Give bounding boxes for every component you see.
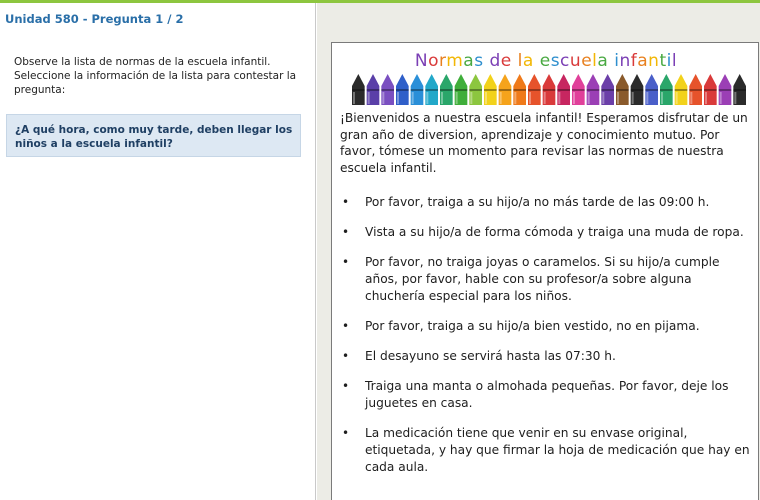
bullet-icon: •	[342, 379, 350, 393]
rule-item[interactable]	[340, 254, 752, 305]
crayon-banner-image	[351, 74, 747, 105]
rules-document[interactable]	[331, 42, 759, 500]
crayon	[352, 74, 365, 105]
rule-item[interactable]	[340, 318, 752, 335]
bullet-icon: •	[342, 195, 350, 209]
rule-text: Por favor, traiga a su hijo/a bien vestido, no en pijama.	[365, 319, 700, 333]
rule-item[interactable]	[340, 194, 752, 211]
title-letter: s	[474, 51, 484, 71]
crayon	[557, 74, 570, 105]
title-letter: o	[428, 51, 440, 71]
crayon	[675, 74, 688, 105]
crayon	[704, 74, 717, 105]
title-letter: a	[463, 51, 475, 71]
crayon	[513, 74, 526, 105]
crayon	[660, 74, 673, 105]
question-text: ¿A qué hora, como muy tarde, deben llegar los niños a la escuela infantil?	[15, 124, 293, 150]
title-letter: s	[550, 51, 561, 71]
crayon	[367, 74, 380, 105]
crayon	[587, 74, 600, 105]
crayon	[411, 74, 424, 105]
crayon	[645, 74, 658, 105]
crayon	[484, 74, 497, 105]
title-letter: N	[414, 51, 429, 71]
crayon	[455, 74, 468, 105]
rule-text: El desayuno se servirá hasta las 07:30 h.	[365, 349, 616, 363]
bullet-icon: •	[342, 319, 350, 333]
title-letter: n	[619, 51, 631, 71]
crayon	[440, 74, 453, 105]
title-letter: i	[666, 51, 672, 71]
title-letter: l	[592, 51, 598, 71]
question-panel	[0, 3, 316, 500]
crayon	[528, 74, 541, 105]
crayon	[396, 74, 409, 105]
rule-text: Por favor, traiga a su hijo/a no más tarde de las 09:00 h.	[365, 195, 710, 209]
title-letter: t	[659, 51, 667, 71]
crayon	[616, 74, 629, 105]
title-letter: a	[522, 51, 534, 71]
unit-title: Unidad 580 - Pregunta 1 / 2	[5, 12, 184, 26]
title-letter: e	[539, 51, 551, 71]
rule-item[interactable]	[340, 348, 752, 365]
rule-item[interactable]	[340, 425, 752, 476]
bullet-icon: •	[342, 255, 350, 269]
crayon	[572, 74, 585, 105]
bullet-icon: •	[342, 349, 350, 363]
title-letter: a	[637, 51, 649, 71]
bullet-icon: •	[342, 426, 350, 440]
title-letter: c	[560, 51, 570, 71]
crayon	[719, 74, 732, 105]
crayon	[381, 74, 394, 105]
rule-text: Por favor, no traiga joyas o caramelos. Si su hijo/a cumple años, por favor, hable con su profesor/a sobre alguna chuchería especial para los niños.	[365, 255, 720, 303]
title-letter: e	[581, 51, 593, 71]
document-intro[interactable]: ¡Bienvenidos a nuestra escuela infantil! Esperamos disfrutar de un gran año de diversion, aprendizaje y conocimiento mutuo. Por favor, tómese un momento para revisar las normas de nuestra escuela infantil.	[340, 111, 748, 175]
crayon	[469, 74, 482, 105]
crayon	[631, 74, 644, 105]
title-letter: d	[489, 51, 501, 71]
document-title	[332, 51, 759, 71]
title-letter: a	[597, 51, 609, 71]
title-letter: n	[648, 51, 660, 71]
crayon	[733, 74, 746, 105]
document-panel[interactable]	[317, 3, 760, 500]
question-box[interactable]	[6, 114, 301, 157]
rule-text: Vista a su hijo/a de forma cómoda y traiga una muda de ropa.	[365, 225, 744, 239]
crayon	[689, 74, 702, 105]
title-letter: l	[517, 51, 523, 71]
title-letter: i	[614, 51, 620, 71]
rule-item[interactable]	[340, 224, 752, 241]
bullet-icon: •	[342, 225, 350, 239]
rule-item[interactable]	[340, 378, 752, 412]
title-letter: m	[446, 51, 464, 71]
rules-list	[340, 194, 752, 489]
crayon	[499, 74, 512, 105]
instructions-text: Observe la lista de normas de la escuela infantil. Seleccione la información de la lista para contestar la pregunta:	[14, 56, 297, 96]
crayon	[601, 74, 614, 105]
title-letter: u	[569, 51, 582, 71]
title-letter: r	[439, 51, 447, 71]
title-letter: e	[500, 51, 512, 71]
title-letter: f	[630, 51, 638, 71]
rule-text: Traiga una manta o almohada pequeñas. Por favor, deje los juguetes en casa.	[365, 379, 729, 410]
crayon	[425, 74, 438, 105]
crayon	[543, 74, 556, 105]
rule-text: La medicación tiene que venir en su envase original, etiquetada, y hay que firmar la hoja de medicación que hay en cada aula.	[365, 426, 750, 474]
title-letter: l	[671, 51, 678, 71]
